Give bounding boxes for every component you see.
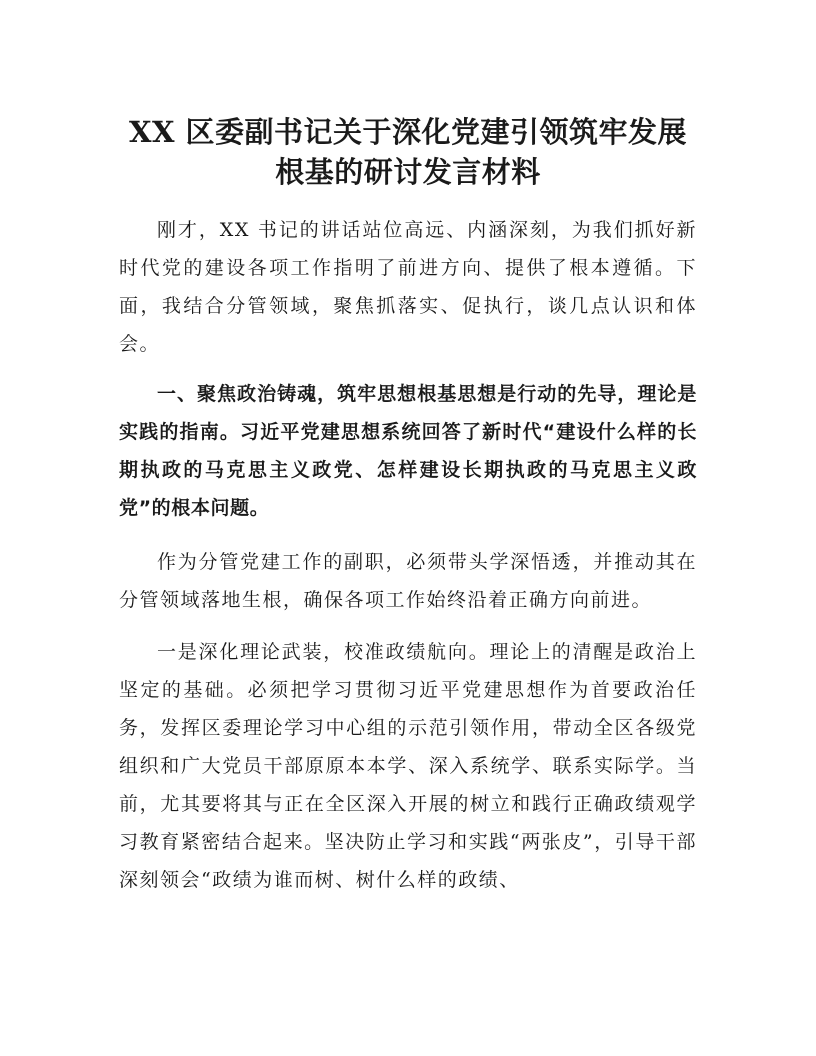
section-heading-paragraph: 一、聚焦政治铸魂，筑牢思想根基思想是行动的先导，理论是实践的指南。习近平党建思想系统回答了新时代“建设什么样的长期执政的马克思主义政党、怎样建设长期执政的马克思主义政党”的根本问题。 bbox=[119, 383, 697, 519]
body-paragraph: 作为分管党建工作的副职，必须带头学深悟透，并推动其在分管领域落地生根，确保各项工作始终沿着正确方向前进。 bbox=[119, 551, 697, 611]
intro-paragraph: 刚才，XX 书记的讲话站位高远、内涵深刻，为我们抓好新时代党的建设各项工作指明了前进方向、提供了根本遵循。下面，我结合分管领域，聚焦抓落实、促执行，谈几点认识和体会。 bbox=[119, 219, 697, 355]
body-paragraph: 一是深化理论武装，校准政绩航向。理论上的清醒是政治上坚定的基础。必须把学习贯彻习近平党建思想作为首要政治任务，发挥区委理论学习中心组的示范引领作用，带动全区各级党组织和广大党员干部原原本本学、深入系统学、联系实际学。当前，尤其要将其与正在全区深入开展的树立和践行正确政绩观学习教育紧密结合起来。坚决防止学习和实践“两张皮”，引导干部深刻领会“政绩为谁而树、树什么样的政绩、 bbox=[119, 641, 697, 891]
document-title bbox=[100, 112, 716, 192]
title-line-1: XX 区委副书记关于深化党建引领筑牢发展 bbox=[128, 115, 688, 149]
title-line-2: 根基的研讨发言材料 bbox=[275, 155, 541, 189]
